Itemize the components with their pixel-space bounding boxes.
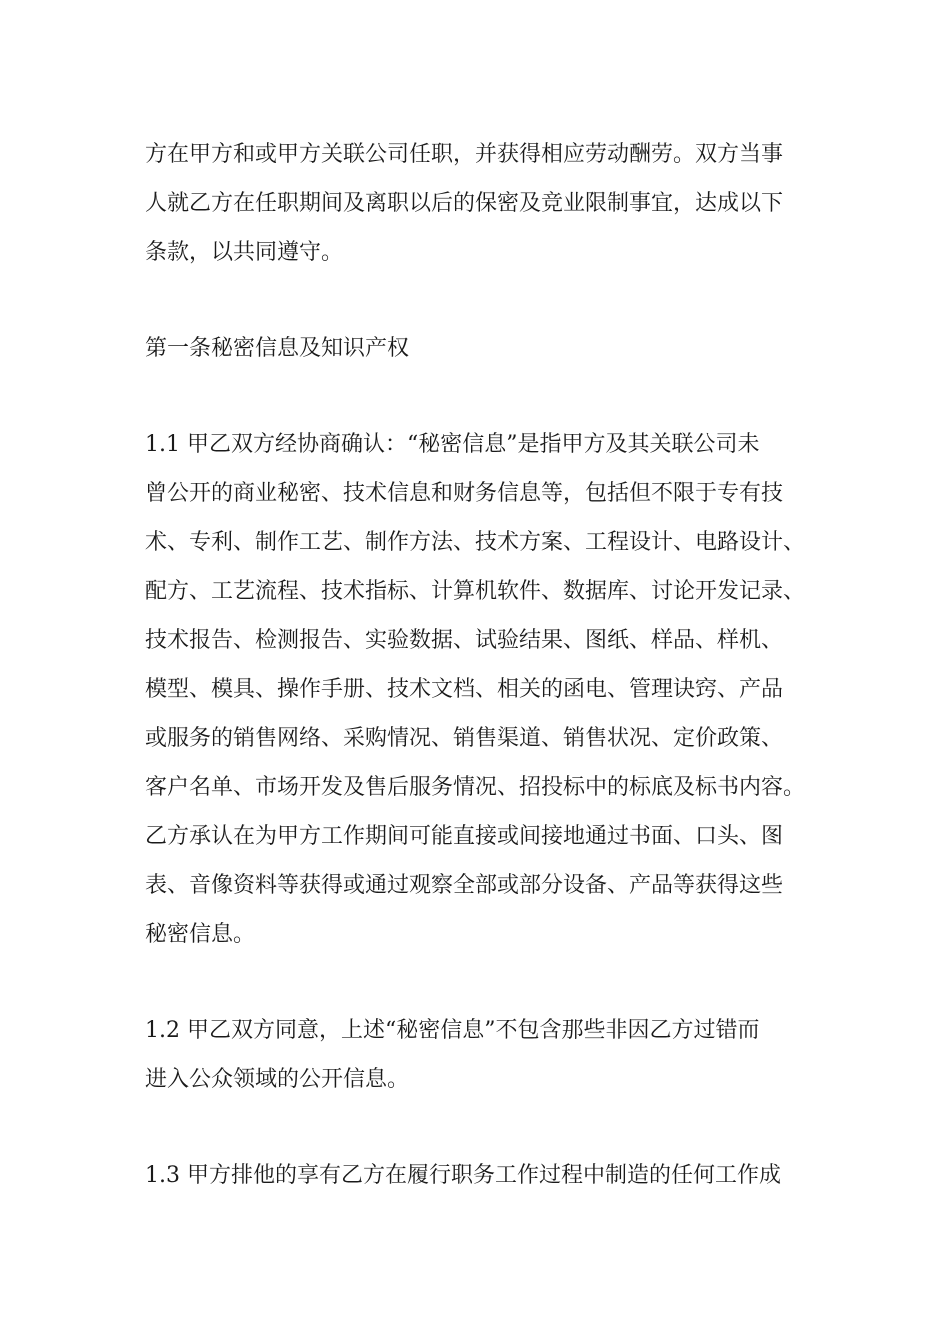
text-line: 1.3 甲方排他的享有乙方在履行职务工作过程中制造的任何工作成	[145, 1163, 781, 1188]
paragraph-gap	[145, 277, 825, 324]
text-line: 乙方承认在为甲方工作期间可能直接或间接地通过书面、口头、图	[145, 824, 784, 849]
text-line: 条款，以共同遵守。	[145, 240, 344, 265]
paragraph-gap	[145, 1104, 825, 1151]
section-heading	[145, 324, 825, 373]
text-line: 或服务的销售网络、采购情况、销售渠道、销售状况、定价政策、	[145, 726, 784, 751]
document-body	[145, 130, 825, 1200]
text-line: 客户名单、市场开发及售后服务情况、招投标中的标底及标书内容。	[145, 775, 806, 800]
text-line: 秘密信息。	[145, 922, 256, 947]
text-line: 1.2 甲乙双方同意，上述“秘密信息”不包含那些非因乙方过错而	[145, 1018, 760, 1043]
text-line: 方在甲方和或甲方关联公司任职，并获得相应劳动酬劳。双方当事	[145, 142, 784, 167]
paragraph-clause-1-1	[145, 420, 825, 959]
paragraph-intro	[145, 130, 825, 277]
paragraph-clause-1-3	[145, 1151, 825, 1200]
text-line: 配方、工艺流程、技术指标、计算机软件、数据库、讨论开发记录、	[145, 579, 806, 604]
paragraph-clause-1-2	[145, 1006, 825, 1104]
paragraph-gap	[145, 959, 825, 1006]
text-line: 曾公开的商业秘密、技术信息和财务信息等，包括但不限于专有技	[145, 481, 784, 506]
text-line: 人就乙方在任职期间及离职以后的保密及竞业限制事宜，达成以下	[145, 191, 784, 216]
text-line: 1.1 甲乙双方经协商确认：“秘密信息”是指甲方及其关联公司未	[145, 432, 760, 457]
text-line: 术、专利、制作工艺、制作方法、技术方案、工程设计、电路设计、	[145, 530, 806, 555]
text-line: 模型、模具、操作手册、技术文档、相关的函电、管理诀窍、产品	[145, 677, 784, 702]
paragraph-gap	[145, 373, 825, 420]
text-line: 技术报告、检测报告、实验数据、试验结果、图纸、样品、样机、	[145, 628, 784, 653]
heading-text: 第一条秘密信息及知识产权	[145, 336, 410, 361]
text-line: 表、音像资料等获得或通过观察全部或部分设备、产品等获得这些	[145, 873, 784, 898]
text-line: 进入公众领域的公开信息。	[145, 1067, 410, 1092]
